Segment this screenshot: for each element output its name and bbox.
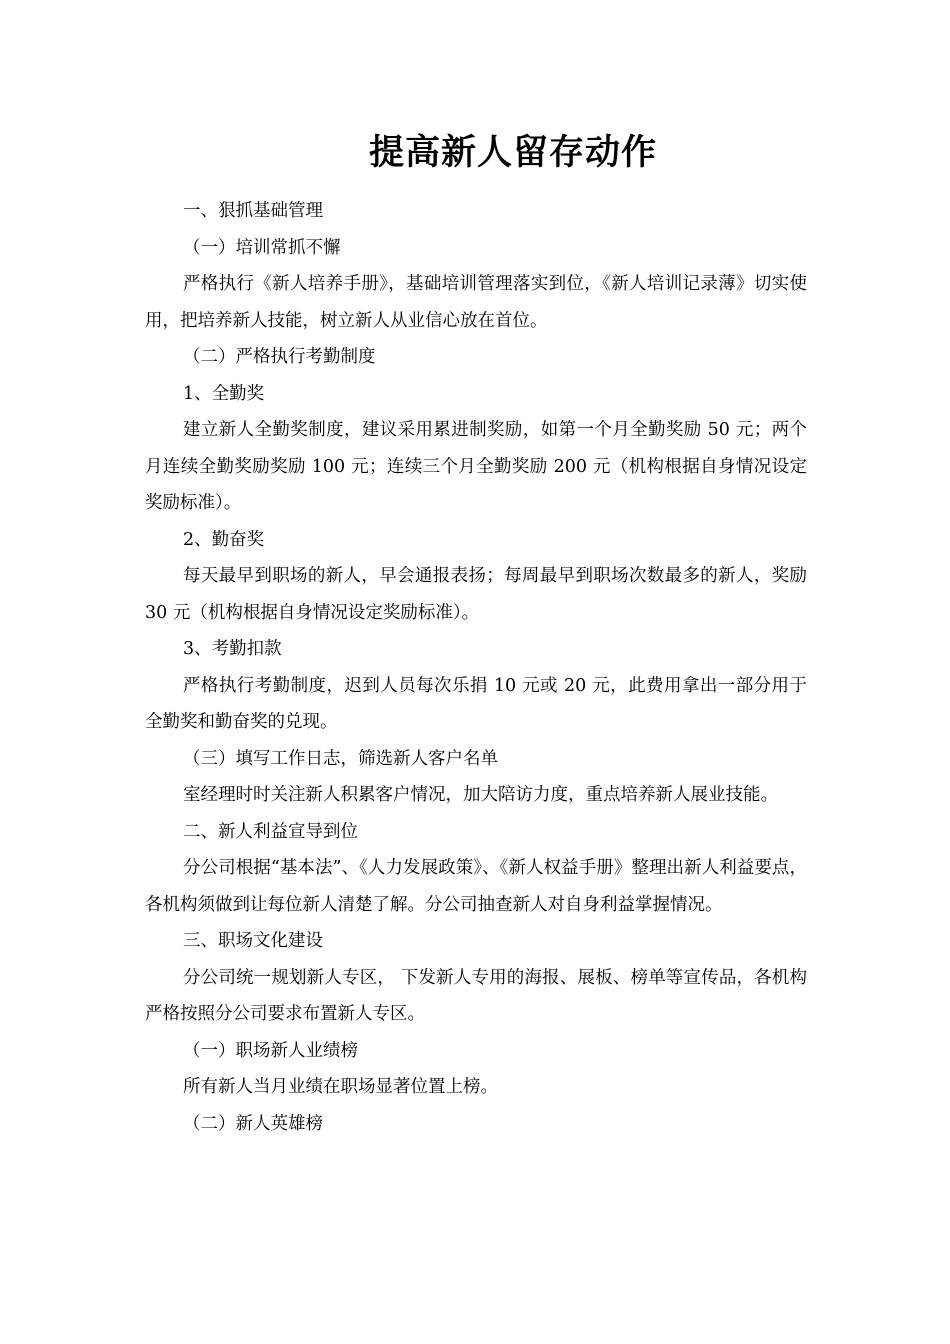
body-paragraph: 分公司根据“基本法”、《人力发展政策》、《新人权益手册》整理出新人利益要点，各机构须做到让每位新人清楚了解。分公司抽查新人对自身利益掌握情况。 — [145, 858, 807, 915]
body-paragraph: 每天最早到职场的新人，早会通报表扬；每周最早到职场次数最多的新人，奖励 30 元（机构根据自身情况设定奖励标准）。 — [145, 566, 807, 623]
subsection-heading: （三）填写工作日志，筛选新人客户名单 — [183, 748, 498, 769]
subsection-heading: （二）严格执行考勤制度 — [183, 347, 376, 367]
document-title: 提高新人留存动作 — [368, 133, 657, 173]
body-paragraph: 严格执行考勤制度，迟到人员每次乐捐 10 元或 20 元，此费用拿出一部分用于全勤奖和勤奋奖的兑现。 — [145, 675, 807, 732]
document-body — [145, 193, 807, 1142]
subsection-heading: （一）职场新人业绩榜 — [183, 1040, 358, 1061]
section-heading: 三、职场文化建设 — [183, 931, 323, 951]
section-heading: 二、新人利益宣导到位 — [183, 821, 358, 842]
item-heading: 1、全勤奖 — [183, 383, 265, 404]
subsection-heading: （二）新人英雄榜 — [183, 1113, 323, 1134]
subsection-heading: （一）培训常抓不懈 — [183, 237, 341, 258]
body-paragraph: 严格执行《新人培养手册》，基础培训管理落实到位，《新人培训记录薄》切实使用，把培养新人技能，树立新人从业信心放在首位。 — [145, 274, 807, 331]
body-paragraph: 所有新人当月业绩在职场显著位置上榜。 — [183, 1077, 498, 1097]
body-paragraph: 室经理时时关注新人积累客户情况，加大陪访力度，重点培养新人展业技能。 — [183, 785, 778, 805]
body-paragraph: 建立新人全勤奖制度，建议采用累进制奖励，如第一个月全勤奖励 50 元；两个月连续全勤奖励奖励 100 元；连续三个月全勤奖励 200 元（机构根据自身情况设定奖励标准）。 — [145, 420, 807, 513]
item-heading: 2、勤奋奖 — [183, 529, 265, 550]
body-paragraph: 分公司统一规划新人专区， 下发新人专用的海报、展板、榜单等宣传品，各机构严格按照分公司要求布置新人专区。 — [145, 967, 807, 1024]
section-heading: 一、狠抓基础管理 — [183, 201, 323, 221]
item-heading: 3、考勤扣款 — [183, 639, 282, 659]
